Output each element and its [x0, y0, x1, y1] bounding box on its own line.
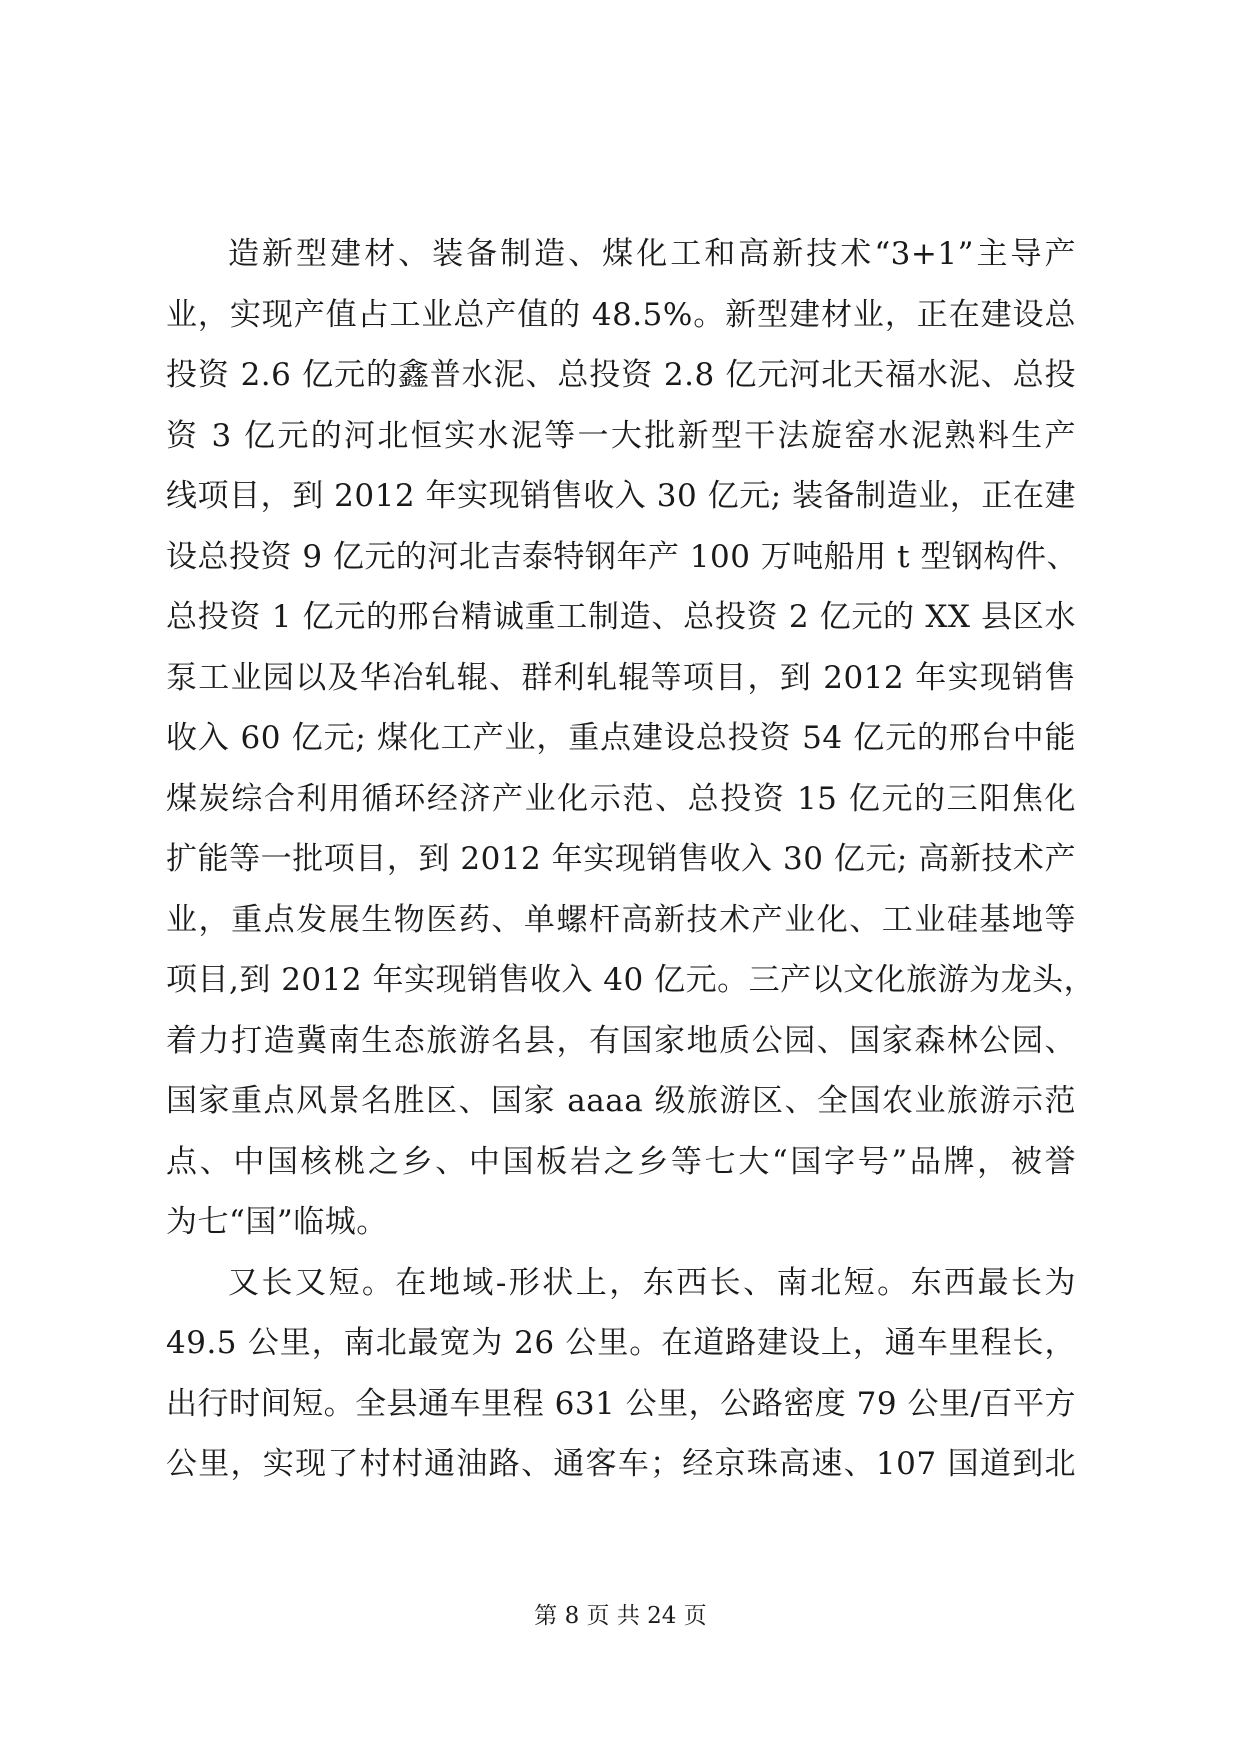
text-line: 国家重点风景名胜区、国家 aaaa 级旅游区、全国农业旅游示范: [166, 1083, 1076, 1119]
text-line: 收入 60 亿元; 煤化工产业，重点建设总投资 54 亿元的邢台中能: [166, 720, 1076, 756]
text-line: 出行时间短。全县通车里程 631 公里，公路密度 79 公里/百平方: [166, 1385, 1076, 1422]
text-line: 为七“国”临城。: [166, 1204, 388, 1240]
text-line: 项目,到 2012 年实现销售收入 40 亿元。三产以文化旅游为龙头，: [166, 962, 1096, 998]
text-line: 造新型建材、装备制造、煤化工和高新技术“3+1”主导产: [228, 236, 1076, 272]
text-line: 煤炭综合利用循环经济产业化示范、总投资 15 亿元的三阳焦化: [166, 780, 1076, 817]
page-footer: 第 8 页 共 24 页: [534, 1603, 707, 1629]
text-line: 总投资 1 亿元的邢台精诚重工制造、总投资 2 亿元的 XX 县区水: [166, 599, 1076, 635]
body-text: [166, 224, 1096, 1495]
text-line: 泵工业园以及华冶轧辊、群利轧辊等项目，到 2012 年实现销售: [166, 659, 1076, 696]
text-line: 业，重点发展生物医药、单螺杆高新技术产业化、工业硅基地等: [166, 901, 1076, 938]
text-line: 业，实现产值占工业总产值的 48.5%。新型建材业，正在建设总: [166, 296, 1076, 333]
text-line: 投资 2.6 亿元的鑫普水泥、总投资 2.8 亿元河北天福水泥、总投: [166, 357, 1076, 393]
text-line: 着力打造冀南生态旅游名县，有国家地质公园、国家森林公园、: [166, 1022, 1076, 1059]
text-line: 49.5 公里，南北最宽为 26 公里。在道路建设上，通车里程长，: [166, 1325, 1076, 1361]
text-line: 扩能等一批项目，到 2012 年实现销售收入 30 亿元; 高新技术产: [166, 841, 1076, 877]
text-line: 公里，实现了村村通油路、通客车；经京珠高速、107 国道到北: [166, 1446, 1076, 1482]
text-line: 资 3 亿元的河北恒实水泥等一大批新型干法旋窑水泥熟料生产: [166, 417, 1076, 454]
text-line: 点、中国核桃之乡、中国板岩之乡等七大“国字号”品牌，被誉: [166, 1143, 1076, 1180]
text-line: 线项目，到 2012 年实现销售收入 30 亿元; 装备制造业，正在建: [166, 478, 1076, 514]
text-line: 设总投资 9 亿元的河北吉泰特钢年产 100 万吨船用 t 型钢构件、: [166, 538, 1078, 575]
text-line: 又长又短。在地域-形状上，东西长、南北短。东西最长为: [228, 1264, 1076, 1301]
